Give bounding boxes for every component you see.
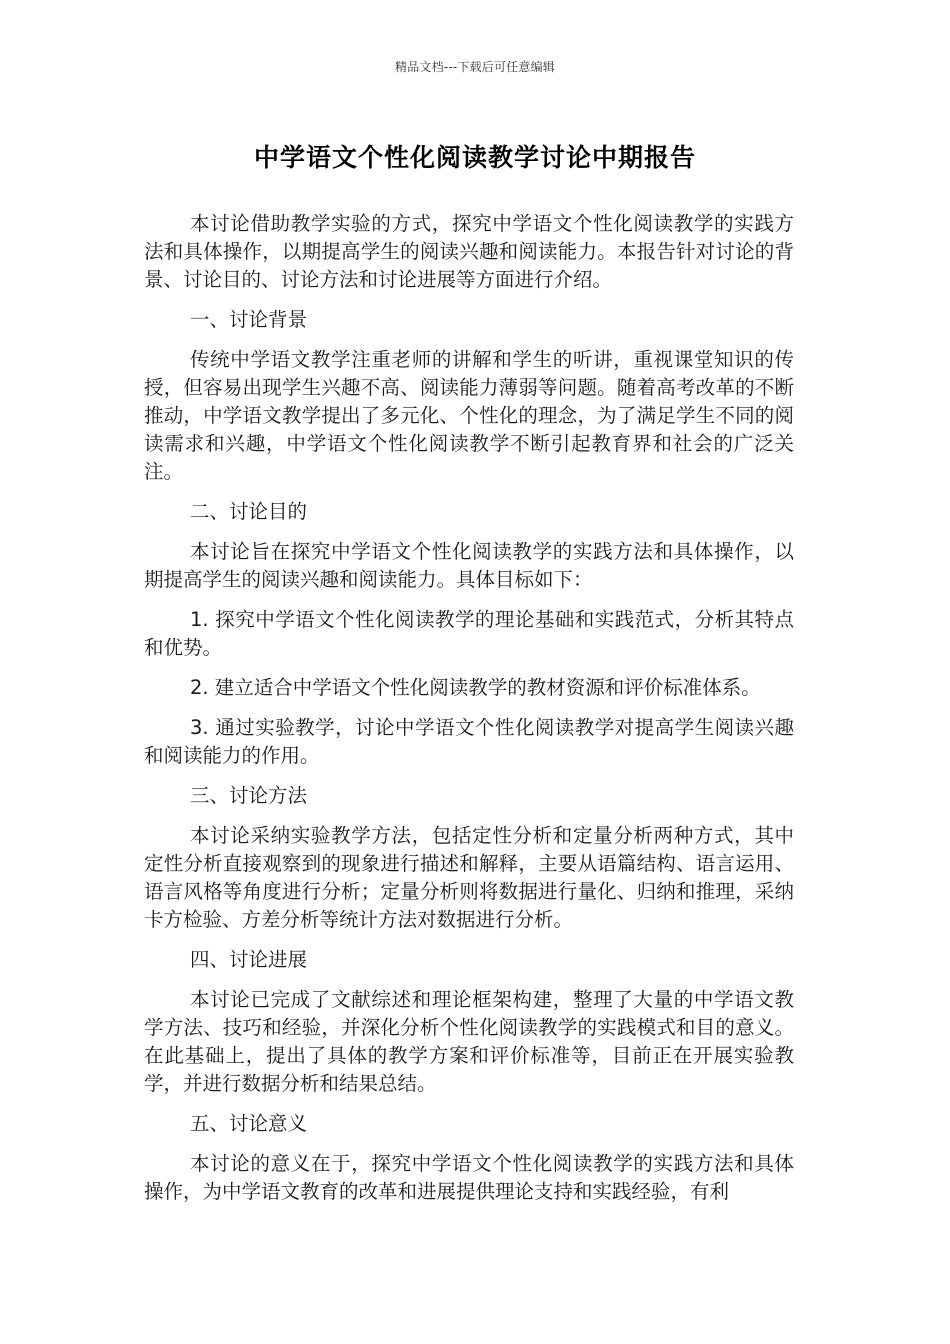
section-heading-objectives: 二、讨论目的 <box>190 500 308 523</box>
objective-item-2: 2. 建立适合中学语文个性化阅读教学的教材资源和评价标准体系。 <box>190 676 761 699</box>
section-heading-significance: 五、讨论意义 <box>190 1112 308 1135</box>
section-heading-background: 一、讨论背景 <box>190 308 308 331</box>
background-paragraph: 传统中学语文教学注重老师的讲解和学生的听讲，重视课堂知识的传授，但容易出现学生兴趣不高、阅读能力薄弱等问题。随着高考改革的不断推动，中学语文教学提出了多元化、个性化的理念，为了满足学生不同的阅读需求和兴趣，中学语文个性化阅读教学不断引起教育界和社会的广泛关注。 <box>144 348 794 483</box>
section-heading-methods: 三、讨论方法 <box>190 784 308 807</box>
methods-paragraph: 本讨论采纳实验教学方法，包括定性分析和定量分析两种方式，其中定性分析直接观察到的现象进行描述和解释，主要从语篇结构、语言运用、语言风格等角度进行分析；定量分析则将数据进行量化、归纳和推理，采纳卡方检验、方差分析等统计方法对数据进行分析。 <box>144 824 794 931</box>
objective-item-1: 1. 探究中学语文个性化阅读教学的理论基础和实践范式，分析其特点和优势。 <box>144 608 794 659</box>
section-heading-progress: 四、讨论进展 <box>190 948 308 971</box>
objective-item-3: 3. 通过实验教学，讨论中学语文个性化阅读教学对提高学生阅读兴趣和阅读能力的作用。 <box>144 716 794 767</box>
intro-paragraph: 本讨论借助教学实验的方式，探究中学语文个性化阅读教学的实践方法和具体操作，以期提高学生的阅读兴趣和阅读能力。本报告针对讨论的背景、讨论目的、讨论方法和讨论进展等方面进行介绍。 <box>144 212 794 291</box>
significance-paragraph: 本讨论的意义在于，探究中学语文个性化阅读教学的实践方法和具体操作，为中学语文教育的改革和进展提供理论支持和实践经验，有利 <box>144 1152 794 1203</box>
document-body <box>144 210 794 1218</box>
document-title: 中学语文个性化阅读教学讨论中期报告 <box>253 143 696 172</box>
objectives-paragraph: 本讨论旨在探究中学语文个性化阅读教学的实践方法和具体操作，以期提高学生的阅读兴趣和阅读能力。具体目标如下： <box>144 540 794 591</box>
header-note: 精品文档---下载后可任意编辑 <box>395 60 555 74</box>
progress-paragraph: 本讨论已完成了文献综述和理论框架构建，整理了大量的中学语文教学方法、技巧和经验，并深化分析个性化阅读教学的实践模式和目的意义。在此基础上，提出了具体的教学方案和评价标准等，目前正在开展实验教学，并进行数据分析和结果总结。 <box>144 988 794 1095</box>
